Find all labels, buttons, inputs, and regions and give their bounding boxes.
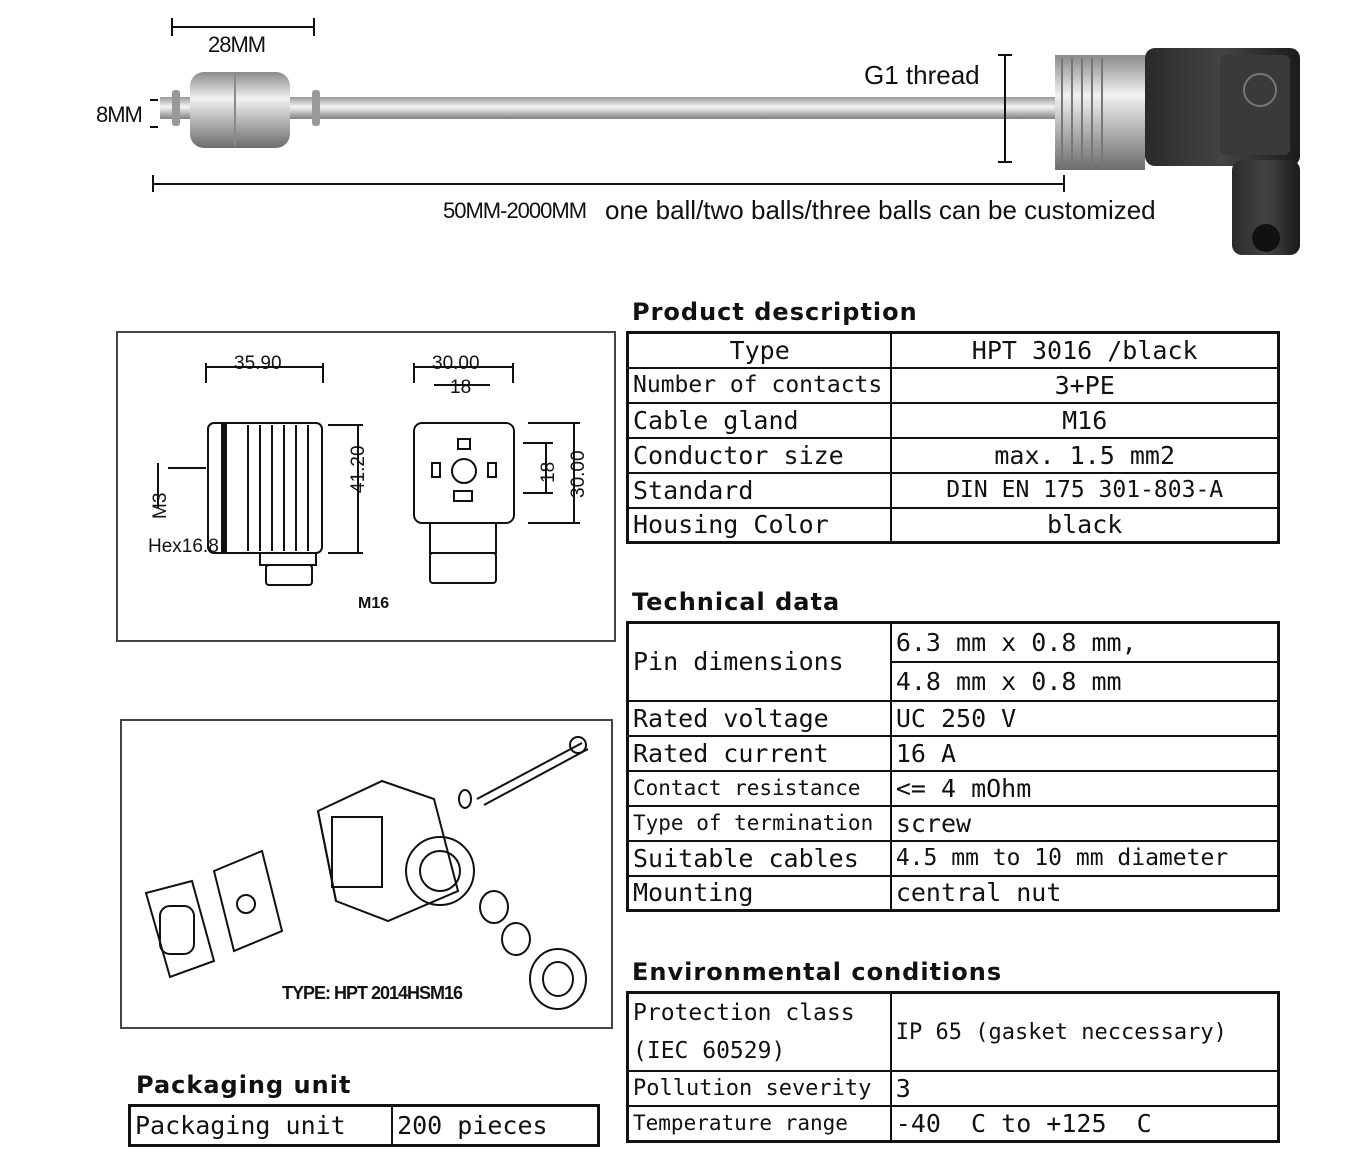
spec-value: black: [891, 508, 1278, 543]
spec-key: Cable gland: [628, 403, 892, 438]
product-photo: [0, 0, 1366, 280]
table-row: [628, 806, 1279, 841]
dim-screw: M3: [150, 492, 171, 519]
spec-value: 3+PE: [891, 368, 1278, 403]
dim-side-width: 35.90: [234, 353, 282, 374]
table-row: [628, 736, 1279, 771]
spec-key: Conductor size: [628, 438, 892, 473]
protection-label-line1: Protection class: [633, 1000, 855, 1026]
dim-front-height: 30.00: [568, 450, 589, 498]
spec-value: M16: [891, 403, 1278, 438]
spec-key: [628, 993, 891, 1072]
gland-label: M16: [358, 595, 390, 612]
spec-value: screw: [891, 806, 1279, 841]
spec-key: Number of contacts: [628, 368, 892, 403]
spec-key: Pollution severity: [628, 1071, 891, 1106]
table-row: [628, 771, 1279, 806]
spec-key: Temperature range: [628, 1106, 891, 1141]
environmental-title: Environmental conditions: [632, 958, 1003, 986]
spec-value: central nut: [891, 876, 1279, 911]
table-row: [628, 333, 1279, 368]
technical-data-title: Technical data: [632, 588, 841, 616]
thread-label: G1 thread: [864, 60, 980, 90]
spec-value: UC 250 V: [891, 701, 1279, 736]
dim-front-inner: 18: [450, 377, 472, 398]
packaging-title: Packaging unit: [136, 1071, 352, 1099]
table-row: [628, 1071, 1279, 1106]
spec-value: 4.5 mm to 10 mm diameter: [891, 841, 1279, 876]
spec-key: Housing Color: [628, 508, 892, 543]
float-switch-illustration: [0, 0, 1366, 280]
table-row: [130, 1106, 599, 1146]
dim-front-pin: 18: [538, 461, 559, 483]
spec-key: Standard: [628, 473, 892, 508]
spec-value: <= 4 mOhm: [891, 771, 1279, 806]
table-row: [628, 993, 1279, 1072]
table-row: [628, 623, 1279, 662]
protection-label-line2: (IEC 60529): [633, 1038, 786, 1064]
table-row: [628, 473, 1279, 508]
product-description-title: Product description: [632, 298, 918, 326]
spec-value: DIN EN 175 301-803-A: [891, 473, 1278, 508]
table-row: [628, 368, 1279, 403]
spec-key: Type of termination: [628, 806, 891, 841]
spec-value: -40 C to +125 C: [891, 1106, 1279, 1141]
spec-value: 16 A: [891, 736, 1279, 771]
table-row: [628, 1106, 1279, 1141]
spec-value: 6.3 mm x 0.8 mm,: [891, 623, 1279, 662]
dim-side-height: 41.20: [348, 445, 369, 493]
table-row: [628, 438, 1279, 473]
spec-key: Type: [628, 333, 892, 368]
spec-key: Rated voltage: [628, 701, 891, 736]
spec-value: IP 65 (gasket neccessary): [891, 993, 1279, 1072]
spec-value: 200 pieces: [392, 1106, 598, 1146]
product-description-table: [626, 331, 1280, 544]
table-row: [628, 403, 1279, 438]
environmental-table: [626, 991, 1280, 1143]
spec-value: 4.8 mm x 0.8 mm: [891, 662, 1279, 701]
spec-key: Mounting: [628, 876, 891, 911]
exploded-type-label: TYPE: HPT 2014HSM16: [282, 983, 463, 1003]
hex-label: Hex16.8: [148, 536, 219, 557]
packaging-table: [128, 1104, 600, 1147]
table-row: [628, 876, 1279, 911]
length-range-label: 50MM-2000MM: [443, 198, 587, 223]
spec-key: Pin dimensions: [628, 623, 891, 701]
table-row: [628, 841, 1279, 876]
spec-value: 3: [891, 1071, 1279, 1106]
width-dimension-label: 28MM: [208, 32, 266, 57]
dim-front-width: 30.00: [432, 353, 480, 374]
customization-note: one ball/two balls/three balls can be customized: [605, 195, 1156, 225]
table-row: [628, 508, 1279, 543]
exploded-view-lines: [122, 721, 611, 1027]
spec-value: max. 1.5 mm2: [891, 438, 1278, 473]
exploded-view: [120, 719, 613, 1029]
spec-key: Suitable cables: [628, 841, 891, 876]
technical-data-table: [626, 621, 1280, 912]
spec-key: Contact resistance: [628, 771, 891, 806]
table-row: [628, 701, 1279, 736]
connector-drawing: [116, 331, 616, 642]
spec-value: HPT 3016 /black: [891, 333, 1278, 368]
spec-key: Packaging unit: [130, 1106, 393, 1146]
spec-key: Rated current: [628, 736, 891, 771]
stem-dimension-label: 8MM: [96, 102, 142, 127]
